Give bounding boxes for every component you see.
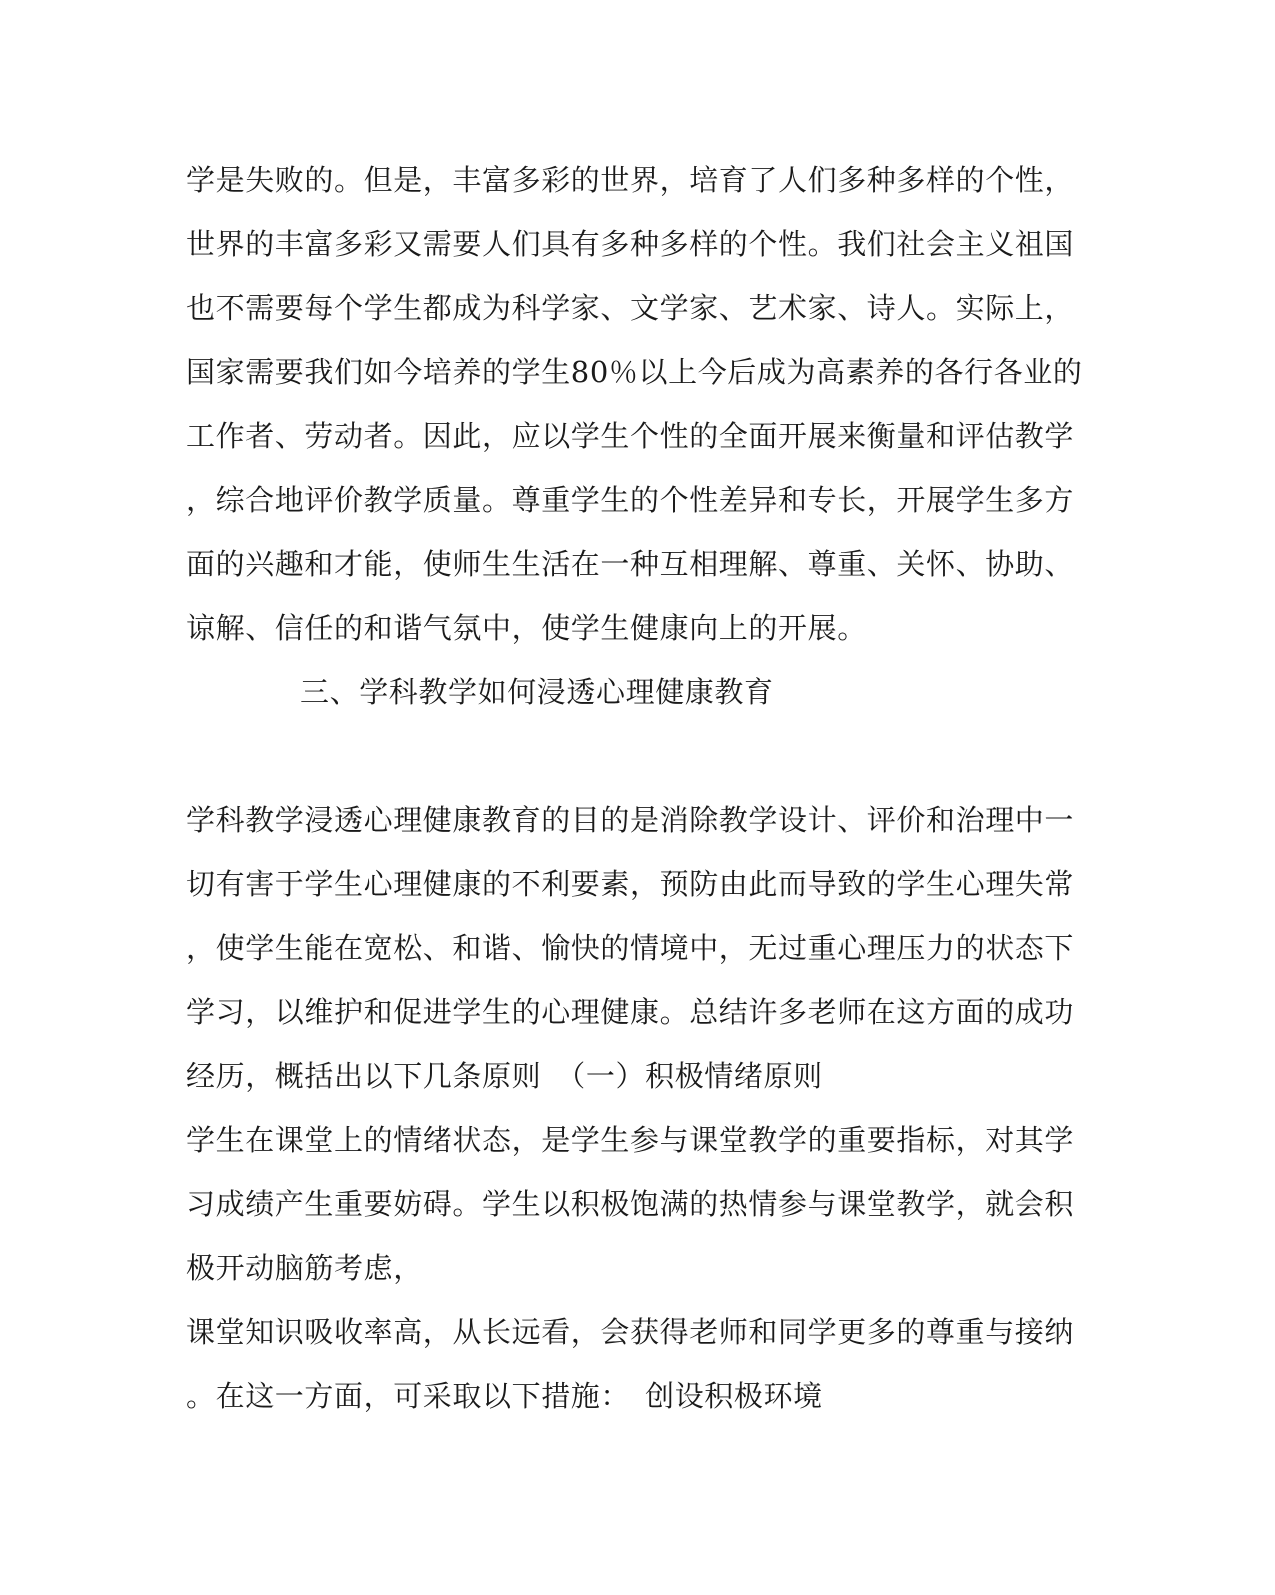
text-line: 。在这一方面，可采取以下措施： 创设积极环境 [186, 1379, 823, 1413]
text-line: 学是失败的。但是，丰富多彩的世界，培育了人们多种多样的个性， [186, 163, 1075, 197]
text-line: ，使学生能在宽松、和谐、愉快的情境中，无过重心理压力的状态下 [186, 931, 1075, 965]
text-line: 世界的丰富多彩又需要人们具有多种多样的个性。我们社会主义祖国 [186, 227, 1075, 261]
text-line: 课堂知识吸收率高，从长远看，会获得老师和同学更多的尊重与接纳 [186, 1315, 1075, 1349]
text-line: 工作者、劳动者。因此，应以学生个性的全面开展来衡量和评估教学 [186, 419, 1075, 453]
text-line: 习成绩产生重要妨碍。学生以积极饱满的热情参与课堂教学，就会积 [186, 1187, 1075, 1221]
text-line: ，综合地评价教学质量。尊重学生的个性差异和专长，开展学生多方 [186, 483, 1075, 517]
text-line: 学生在课堂上的情绪状态，是学生参与课堂教学的重要指标，对其学 [186, 1123, 1075, 1157]
text-line: 切有害于学生心理健康的不利要素，预防由此而导致的学生心理失常 [186, 867, 1075, 901]
section-heading: 三、学科教学如何浸透心理健康教育 [300, 675, 774, 709]
text-line: 面的兴趣和才能，使师生生活在一种互相理解、尊重、关怀、协助、 [186, 547, 1075, 581]
text-line: 学科教学浸透心理健康教育的目的是消除教学设计、评价和治理中一 [186, 803, 1075, 837]
text-line: 谅解、信任的和谐气氛中，使学生健康向上的开展。 [186, 611, 867, 645]
text-line: 学习，以维护和促进学生的心理健康。总结许多老师在这方面的成功 [186, 995, 1075, 1029]
text-line: 国家需要我们如今培养的学生80％以上今后成为高素养的各行各业的 [186, 355, 1083, 389]
text-line: 经历，概括出以下几条原则 （一）积极情绪原则 [186, 1059, 823, 1093]
text-line: 极开动脑筋考虑， [186, 1251, 423, 1285]
text-line: 也不需要每个学生都成为科学家、文学家、艺术家、诗人。实际上， [186, 291, 1075, 325]
